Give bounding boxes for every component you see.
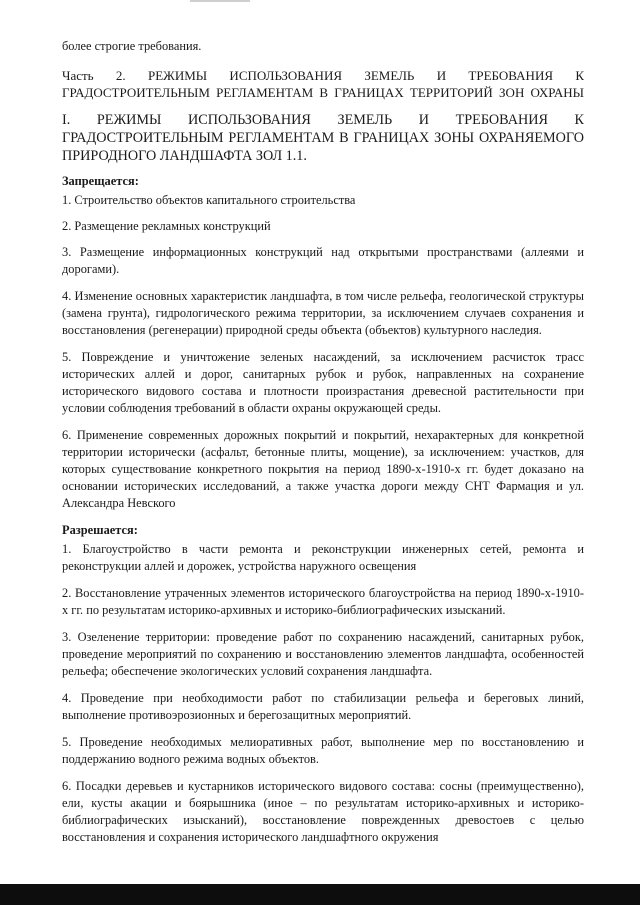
- allowed-item: 6. Посадки деревьев и кустарников исторического видового состава: сосны (преимущественно), ели, кусты акации и боярышника (иное – по результатам историко-архивных и историко-библиографических изысканий), восстановление поврежденных древостоев с целью восстановления и сохранения исторического ландшафтного окружения: [62, 779, 584, 844]
- continuation-text: более строгие требования.: [62, 39, 202, 53]
- forbidden-item: 5. Повреждение и уничтожение зеленых насаждений, за исключением расчисток трасс исторических аллей и дорог, санитарных рубок и рубок, направленных на сохранение исторического видового состава и плотности произрастания древесной растительности при условии соблюдения требований в области охраны окружающей среды.: [62, 350, 584, 415]
- allowed-label: Разрешается:: [62, 523, 138, 537]
- allowed-item: 1. Благоустройство в части ремонта и реконструкции инженерных сетей, ремонта и реконструкции аллей и дорожек, устройства наружного освещения: [62, 542, 584, 573]
- forbidden-item: 4. Изменение основных характеристик ландшафта, в том числе рельефа, геологической структуры (замена грунта), гидрологического режима территории, за исключением случаев сохранения и восстановления (регенерации) природной среды объекта (объектов) культурного наследия.: [62, 289, 584, 337]
- forbidden-item: 3. Размещение информационных конструкций над открытыми пространствами (аллеями и дорогами).: [62, 245, 584, 276]
- scan-bottom-edge: [0, 884, 640, 905]
- allowed-item: 5. Проведение необходимых мелиоративных работ, выполнение мер по восстановлению и поддержанию водного режима водных объектов.: [62, 735, 584, 766]
- allowed-item: 3. Озеленение территории: проведение работ по сохранению насаждений, санитарных рубок, проведение мероприятий по сохранению и восстановлению элементов ландшафта, особенностей рельефа; обеспечение экологических условий сохранения ландшафта.: [62, 630, 584, 678]
- section-heading: I. РЕЖИМЫ ИСПОЛЬЗОВАНИЯ ЗЕМЕЛЬ И ТРЕБОВАНИЯ К ГРАДОСТРОИТЕЛЬНЫМ РЕГЛАМЕНТАМ В ГРАНИЦАХ ЗОНЫ ОХРАНЯЕМОГО ПРИРОДНОГО ЛАНДШАФТА ЗОЛ 1.1.: [62, 112, 584, 164]
- forbidden-label: Запрещается:: [62, 174, 139, 188]
- allowed-item: 2. Восстановление утраченных элементов исторического благоустройства на период 1890-х-1910-х гг. по результатам историко-архивных и историко-библиографических изысканий.: [62, 586, 584, 617]
- forbidden-item: 1. Строительство объектов капитального строительства: [62, 193, 356, 207]
- scan-artifact: [190, 0, 250, 2]
- forbidden-item: 2. Размещение рекламных конструкций: [62, 219, 271, 233]
- forbidden-item: 6. Применение современных дорожных покрытий и покрытий, нехарактерных для конкретной территории исторически (асфальт, бетонные плиты, мощение), за исключением: участков, для которых существование конкретного покрытия на период 1890-х-1910-х гг. будет доказано на основании исторических исследований, а также участка дороги между СНТ Фармация и ул. Александра Невского: [62, 428, 584, 510]
- document-page: [62, 38, 584, 856]
- allowed-item: 4. Проведение при необходимости работ по стабилизации рельефа и береговых линий, выполнение противоэрозионных и берегозащитных мероприятий.: [62, 691, 584, 722]
- part-heading: Часть 2. РЕЖИМЫ ИСПОЛЬЗОВАНИЯ ЗЕМЕЛЬ И ТРЕБОВАНИЯ К ГРАДОСТРОИТЕЛЬНЫМ РЕГЛАМЕНТАМ В ГРАНИЦАХ ТЕРРИТОРИЙ ЗОН ОХРАНЫ: [62, 68, 584, 100]
